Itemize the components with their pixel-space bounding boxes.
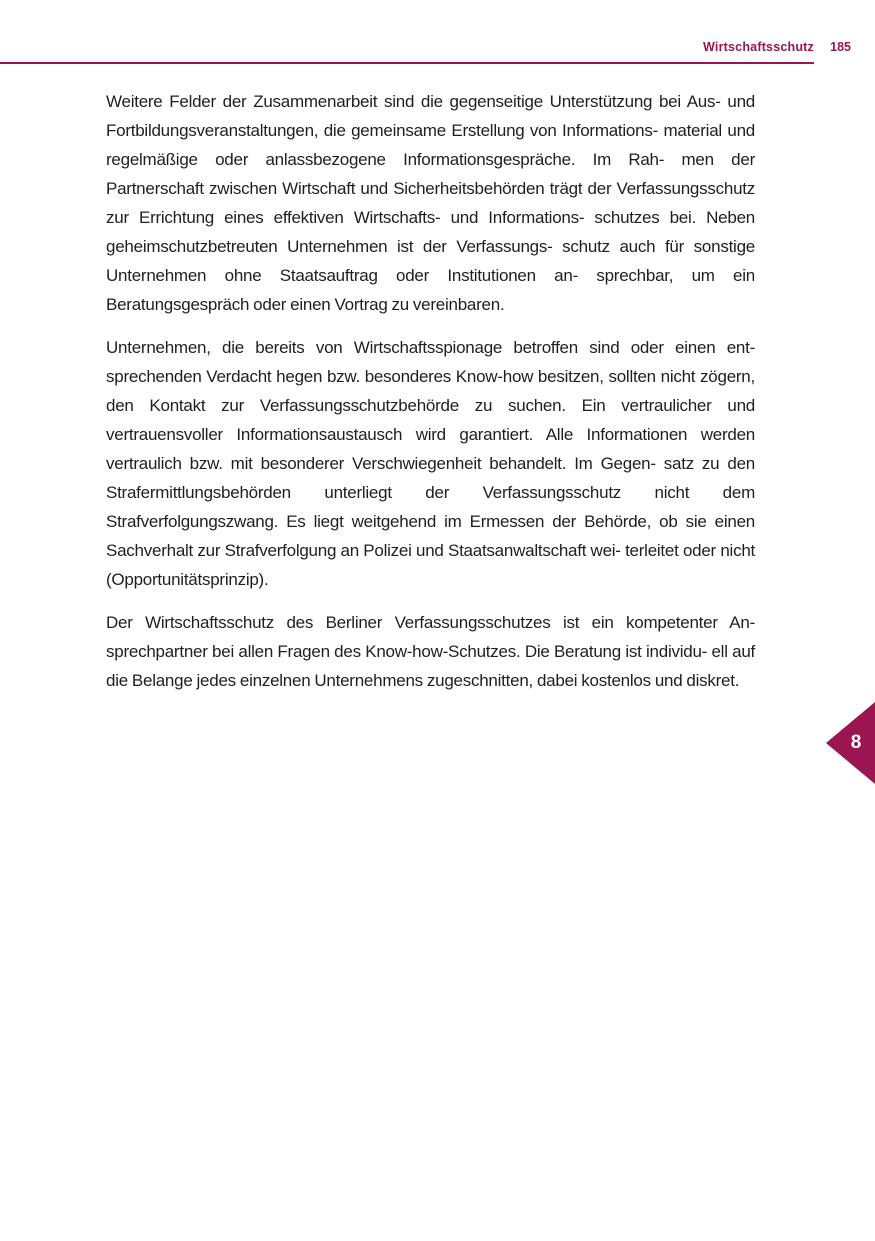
chapter-tab bbox=[826, 702, 875, 784]
paragraph: Weitere Felder der Zusammenarbeit sind die gegenseitige Unterstützung bei Aus- und Fortbildungsveranstaltungen, die gemeinsame Erstellung von Informations- material und regelmäßige oder anlassbezogene Informationsgespräche. Im Rah- men der Partnerschaft zwischen Wirtschaft und Sicherheitsbehörden trägt der Verfassungsschutz zur Errichtung eines effektiven Wirtschafts- und Informations- schutzes bei. Neben geheimschutzbetreuten Unternehmen ist der Verfassungs- schutz auch für sonstige Unternehmen ohne Staatsauftrag oder Institutionen an- sprechbar, um ein Beratungsgespräch oder einen Vortrag zu vereinbaren. bbox=[106, 92, 755, 314]
header-title: Wirtschaftsschutz bbox=[703, 40, 814, 54]
running-header bbox=[0, 38, 851, 62]
chapter-number: 8 bbox=[850, 732, 862, 753]
body-text bbox=[106, 87, 755, 709]
header-rule bbox=[0, 62, 814, 64]
paragraph: Der Wirtschaftsschutz des Berliner Verfassungsschutzes ist ein kompetenter An- sprechpartner bei allen Fragen des Know-how-Schutzes. Die Beratung ist individu- ell auf die Belange jedes einzelnen Unternehmens zugeschnitten, dabei kostenlos und diskret. bbox=[106, 613, 755, 690]
paragraph: Unternehmen, die bereits von Wirtschaftsspionage betroffen sind oder einen ent- sprechenden Verdacht hegen bzw. besonderes Know-how besitzen, sollten nicht zögern, den Kontakt zur Verfassungsschutzbehörde zu suchen. Ein vertraulicher und vertrauensvoller Informationsaustausch wird garantiert. Alle Informationen werden vertraulich bzw. mit besonderer Verschwiegenheit behandelt. Im Gegen- satz zu den Strafermittlungsbehörden unterliegt der Verfassungsschutz nicht dem Strafverfolgungszwang. Es liegt weitgehend im Ermessen der Behörde, ob sie einen Sachverhalt zur Strafverfolgung an Polizei und Staatsanwaltschaft wei- terleitet oder nicht (Opportunitätsprinzip). bbox=[106, 338, 755, 589]
page-number: 185 bbox=[830, 40, 851, 54]
